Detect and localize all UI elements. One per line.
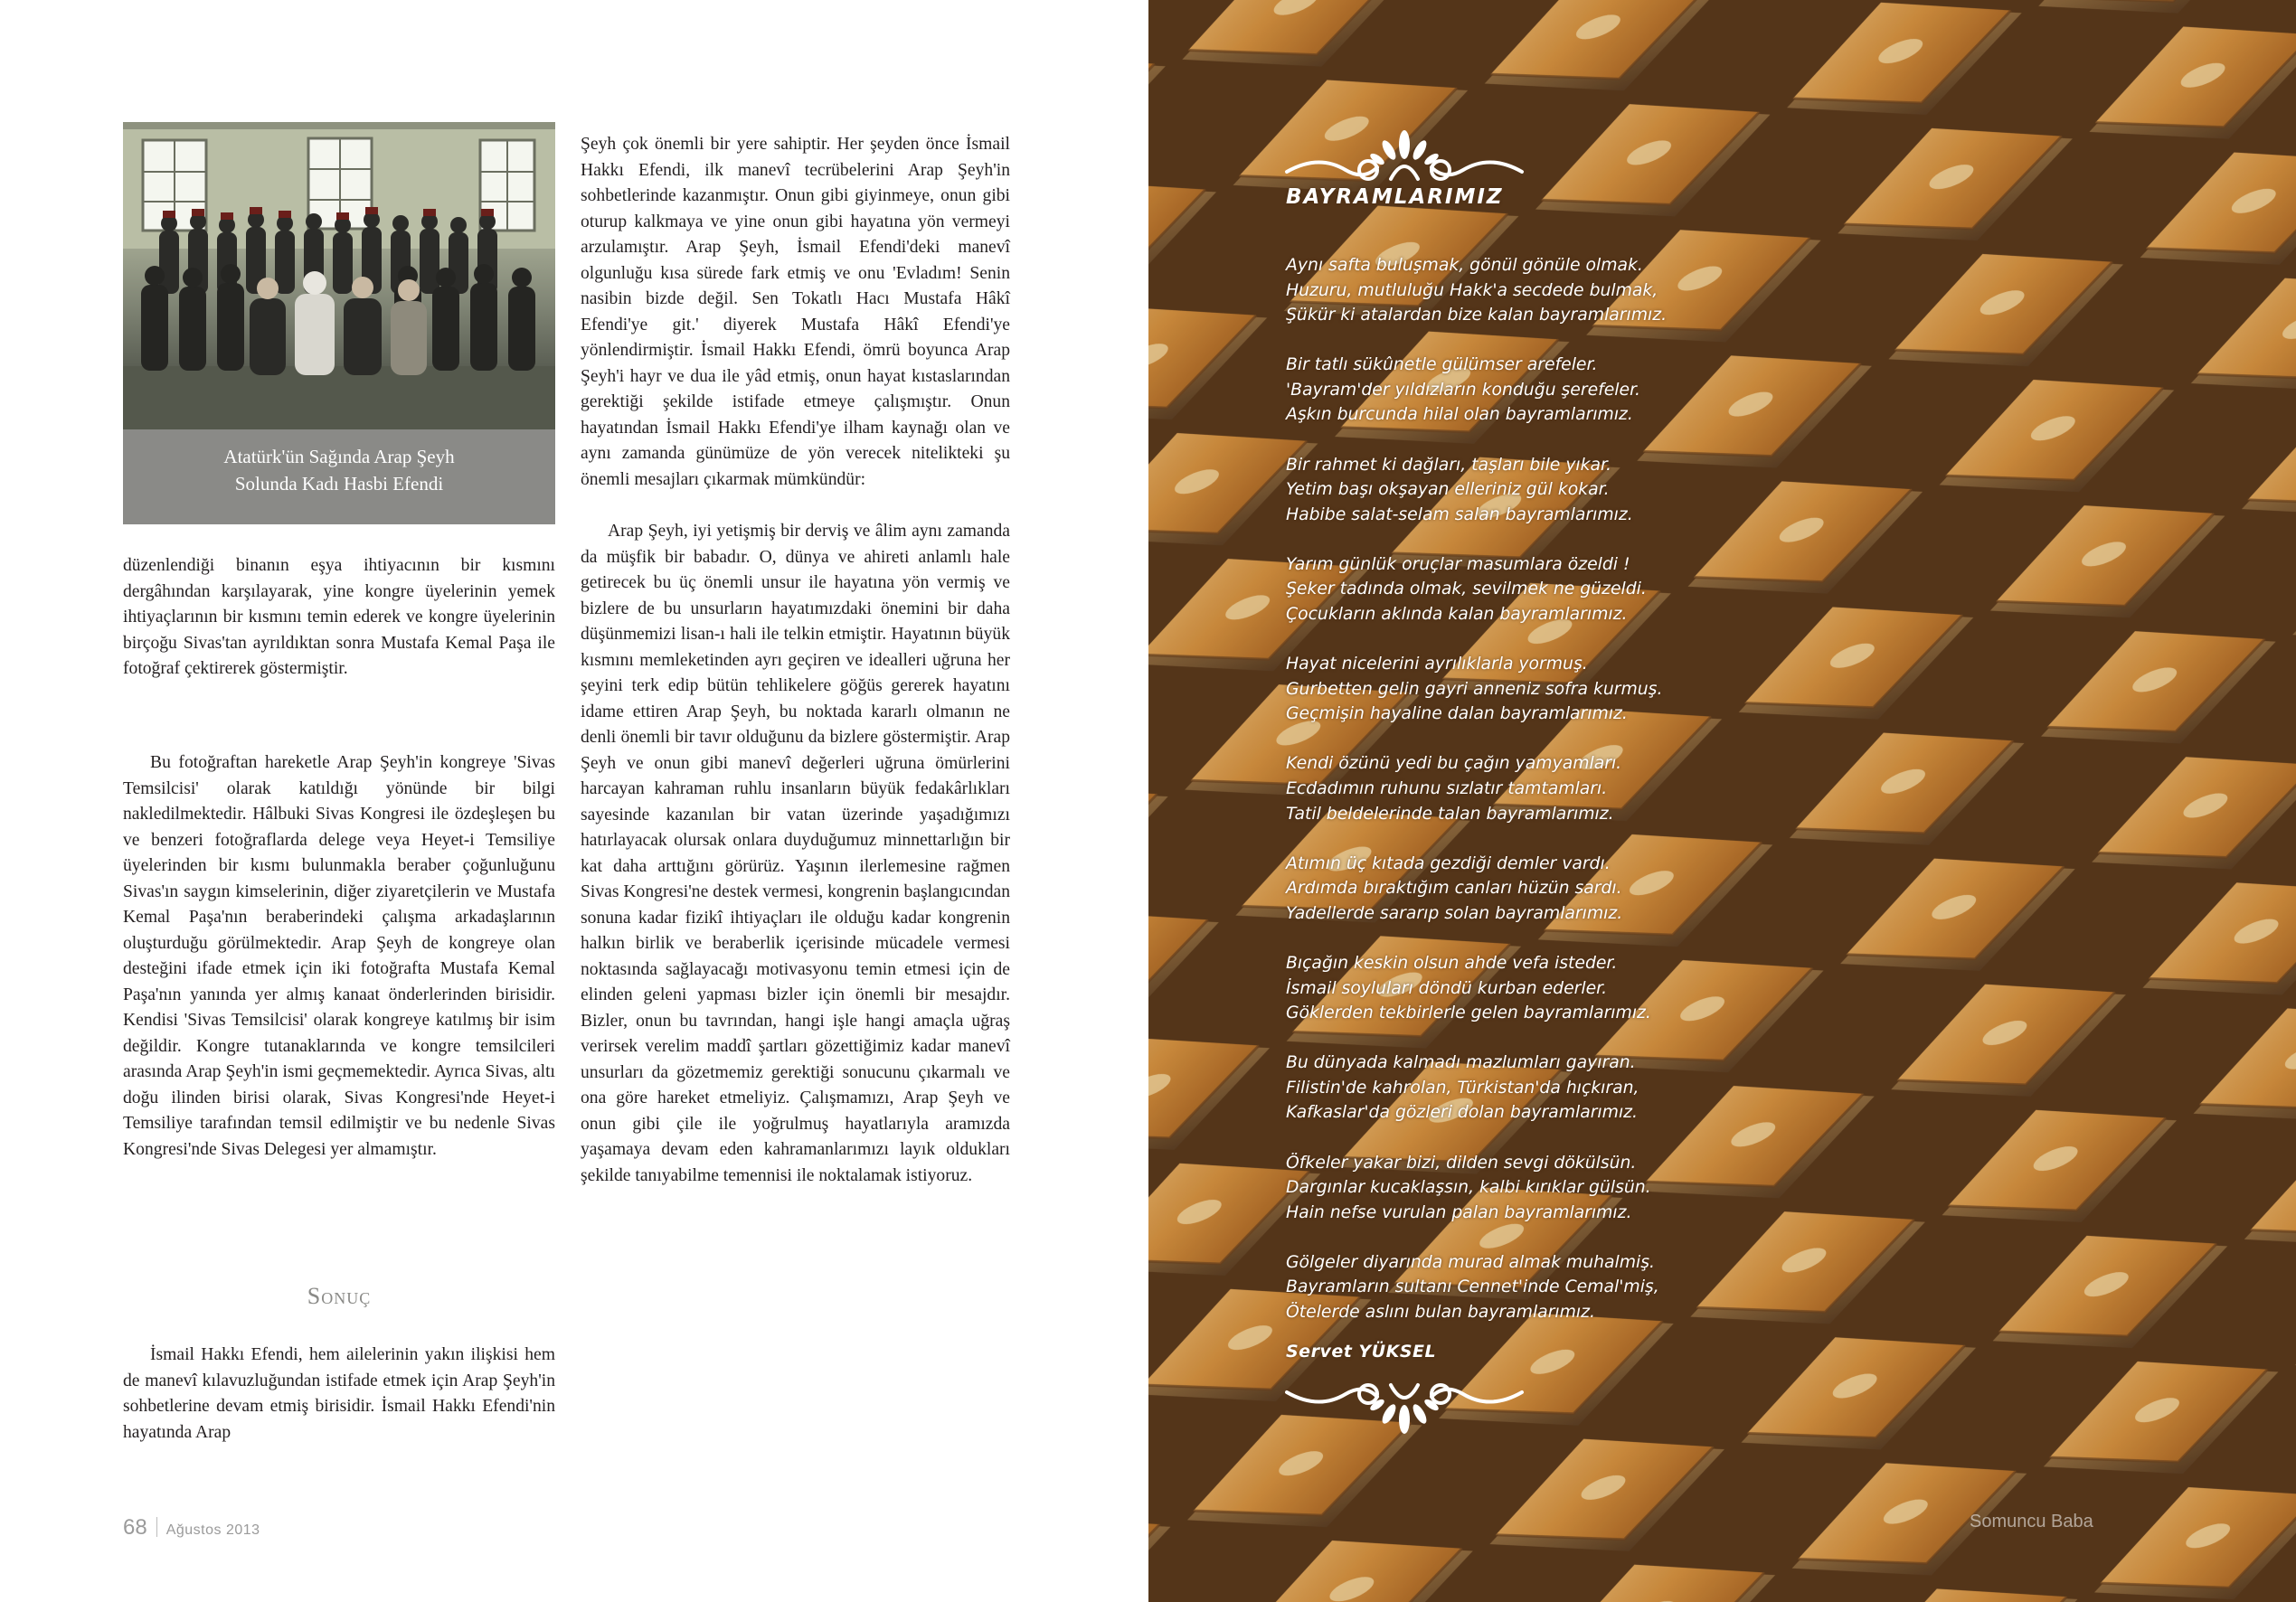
poem-stanza [1286,1151,1756,1226]
poem-body [1286,253,1756,1350]
historical-photo-figure [123,122,555,524]
poem-line: Bir rahmet ki dağları, taşları bile yıkar. [1286,455,1611,475]
poet-name: Servet YÜKSEL [1286,1342,1437,1362]
poem-line: Bıçağın keskin olsun ahde vefa isteder. [1286,953,1618,973]
poem-line: Gurbetten gelin gayri anneniz sofra kurmuş. [1286,679,1663,699]
poem-line: Kendi özünü yedi bu çağın yamyamları. [1286,754,1622,774]
caption-line: Solunda Kadı Hasbi Efendi [234,473,444,495]
poem-line: Bayramların sultanı Cennet'inde Cemal'miş, [1286,1277,1659,1297]
page-number: 68 [123,1515,147,1540]
poem-line: Ardımda bıraktığım canları hüzün sardı. [1286,879,1622,899]
caption-line: Atatürk'ün Sağında Arap Şeyh [223,446,455,467]
poem-line: Göklerden tekbirlerle gelen bayramlarımız. [1286,1004,1651,1023]
paragraph: Şeyh çok önemli bir yere sahiptir. Her şeyden önce İsmail Hakkı Efendi, ilk manevî tecrübelerini Arap Şeyh'in sohbetlerinde kazanmıştır. Onun gibi giyinmeye, onun gibi oturup kalkmaya ve yine onun gibi hayatına yön vermeyi arzulamıştır. Arap Şeyh, İsmail Efendi'deki manevî olgunluğu kısa sürede fark etmiş ve onu 'Evladım! Senin nasibin bizde değil. Sen Tokatlı Hacı Mustafa Hâkî Efendi'ye git.' diyerek Mustafa Hâkî Efendi'ye yönlendirmiştir. İsmail Hakkı Efendi, ömrü boyunca Arap Şeyh'i hayr ve dua ile yâd etmiş, onun hayat kıstaslarından gerektiği şekilde istifade etmeye çalışmıştır. Onun hayatından İsmail Hakkı Efendi'ye ilham kaynağı olan ve aynı zamanda günümüze de yön verecek nitelikteki şu önemli mesajları çıkarmak mümkündür: [581,135,1010,489]
poem-line: 'Bayram'der yıldızların konduğu şerefeler. [1286,380,1641,400]
photo-caption [123,443,555,497]
poem-line: Çocukların aklında kalan bayramlarımız. [1286,605,1628,625]
footer-divider [156,1517,157,1537]
paragraph: İsmail Hakkı Efendi, hem ailelerinin yakın ilişkisi hem de manevî kılavuzluğundan istifade etmek için Arap Şeyh'in sohbetlerine devam etmiş birisidir. İsmail Hakkı Efendi'nin hayatında Arap [123,1345,555,1442]
poem-line: Habibe salat-selam salan bayramlarımız. [1286,504,1633,524]
poem-line: Şükür ki atalardan bize kalan bayramlarımız. [1286,306,1668,325]
historical-group-photo [123,122,555,429]
poem-line: Yadellerde sararıp solan bayramlarımız. [1286,903,1623,923]
poem-stanza [1286,552,1756,627]
poem-stanza [1286,1250,1756,1325]
poem-line: Bu dünyada kalmadı mazlumları gayıran. [1286,1053,1636,1073]
scroll-ornament-bottom-icon [1282,1372,1526,1436]
poem-stanza [1286,353,1756,428]
poem-line: Kafkaslar'da gözleri dolan bayramlarımız. [1286,1103,1638,1123]
right-page [1148,0,2296,1602]
magazine-name: Somuncu Baba [1970,1512,2093,1531]
poem-line: Ötelerde aslını bulan bayramlarımız. [1286,1303,1595,1322]
poem-line: Tatil beldelerinde talan bayramlarımız. [1286,804,1614,824]
poem-line: Şeker tadında olmak, sevilmek ne güzeldi. [1286,580,1647,599]
section-heading: Sonuç [307,1283,372,1309]
paragraph: Bu fotoğraftan hareketle Arap Şeyh'in kongreye 'Sivas Temsilcisi' olarak katıldığı yönünde bir bilgi nakledilmektedir. Hâlbuki Sivas Kongresi ile özdeşleşen bu ve benzeri fotoğraflarda delege veya Heyet-i Temsiliye üyelerinden bir kısmı bulunmakla beraber çoğunluğunu Sivas'ın saygın kimselerinin, diğer ziyaretçilerin ve Mustafa Kemal Paşa'nın beraberindeki çalışma arkadaşlarının oluşturduğu görülmektedir. Arap Şeyh de kongreye olan desteğini ifade etmek için iki fotoğrafta Mustafa Kemal Paşa'nın yanında yer almış kanaat önderlerinden birisidir. Kendisi 'Sivas Temsilcisi' olarak kongreye katılmış bir isim değildir. Kongre tutanaklarında ve kongre temsilcileri arasında Arap Şeyh'in ismi geçmemektedir. Ayrıca Sivas, altı doğu ilinden birisi olarak, Sivas Kongresi'nde Heyet-i Temsiliye tarafından temsil edilmiştir ve bu nedenle Sivas Kongresi'nde Sivas Delegesi yer almamıştır. [123,753,555,1159]
poem-line: Yetim başı okşayan elleriniz gül kokar. [1286,480,1610,500]
poem-line: İsmail soyluları döndü kurban ederler. [1286,978,1608,998]
poem-stanza [1286,852,1756,927]
paragraph: Arap Şeyh, iyi yetişmiş bir derviş ve âlim aynı zamanda da müşfik bir babadır. O, dünya ve ahireti anlamlı hale getirecek bu üç önemli unsur ile hayatına yön vermiş ve bizlere de bu unsurların hayatımızdaki önemini bir daha düşünmemizi lisan-ı hali ile telkin etmiştir. Hayatının büyük kısmını memleketinden ayrı geçiren ve idealleri uğruna her şeyini terk edip bütün tehlikelere göğüs gererek hayatını idame ettiren Arap Şeyh, bu noktada kararlı olmanın ne denli önemli bir tavır olduğunu da bizlere göstermiştir. Arap Şeyh ve onun gibi manevî değerleri uğruna ömürlerini harcayan kahraman ruhlu insanların büyük fedakârlıkları sayesinde kazanılan bir vatan üzerinde yaşadığımızı hatırlayacak olursak onlara duyduğumuz minnettarlığın bir kat daha arttığını görürüz. Yaşının ilerlemesine rağmen Sivas Kongresi'ne destek vermesi, kongrenin başlangıcından sonuna kadar fizikî ihtiyaçları ile olduğu kadar kongrenin halkın birlik ve beraberlik içerisinde mücadele vermesi noktasında sağlayacağı motivasyonu temin etmesi için de elinden geleni yapması bizler için önemli bir mesajdır. Bizler, onun bu tavrından, hangi işle hangi amaçla uğraş verirsek verelim maddî şartları gözettiğimiz kadar manevî unsurları da gözetmemiz gerektiği sonucunu çıkarmalı ve ona göre hareket etmeliyiz. Çalışmamızı, Arap Şeyh ve onun gibi çile ile yoğrulmuş hayatlarıyla aramızda yaşamaya devam eden kahramanlarımızı layık oldukları şekilde tanıyabilme temennisi ile noktalamak istiyoruz. [581,522,1010,1185]
poem-stanza [1286,453,1756,528]
poem-stanza [1286,253,1756,328]
text-column-2 [581,132,1010,1215]
issue-date: Ağustos 2013 [165,1522,260,1538]
poem-line: Yarım günlük oruçlar masumlara özeldi ! [1286,554,1630,574]
page-footer [123,1515,260,1541]
paragraph: düzenlendiği binanın eşya ihtiyacının bir kısmını dergâhından karşılayarak, yine kongre üyelerinin yemek ihtiyaçlarının bir kısmını temin ederek ve kongre üyelerinin birçoğu Sivas'tan ayrıldıktan sonra Mustafa Kemal Paşa ile fotoğraf çektirerek göstermiştir. [123,556,555,678]
poem-line: Dargınlar kucaklaşsın, kalbi kırıklar gülsün. [1286,1178,1651,1198]
poem-stanza [1286,652,1756,727]
poem-line: Aynı safta buluşmak, gönül gönüle olmak. [1286,256,1643,275]
poem-stanza [1286,951,1756,1026]
poem-line: Ecdadımın ruhunu sızlatır tamtamları. [1286,779,1608,798]
poem-line: Hayat nicelerini ayrılıklarla yormuş. [1286,655,1588,674]
poem-line: Atımın üç kıtada gezdiği demler vardı. [1286,853,1611,873]
scroll-ornament-top-icon [1282,127,1526,190]
poem-line: Bir tatlı sükûnetle gülümser arefeler. [1286,355,1598,375]
poem-line: Filistin'de kahrolan, Türkistan'da hıçkıran, [1286,1078,1639,1098]
poem-line: Huzuru, mutluluğu Hakk'a secdede bulmak, [1286,280,1658,300]
poem-line: Hain nefse vurulan palan bayramlarımız. [1286,1202,1632,1222]
poem-line: Geçmişin hayaline dalan bayramlarımız. [1286,704,1628,724]
poem-line: Öfkeler yakar bizi, dilden sevgi dökülsün. [1286,1153,1637,1173]
poem-title: BAYRAMLARIMIZ [1286,185,1504,209]
poem-line: Aşkın burcunda hilal olan bayramlarımız. [1286,405,1633,425]
poem-stanza [1286,751,1756,826]
poem-stanza [1286,1051,1756,1126]
poem-line: Gölgeler diyarında murad almak muhalmiş. [1286,1252,1656,1272]
